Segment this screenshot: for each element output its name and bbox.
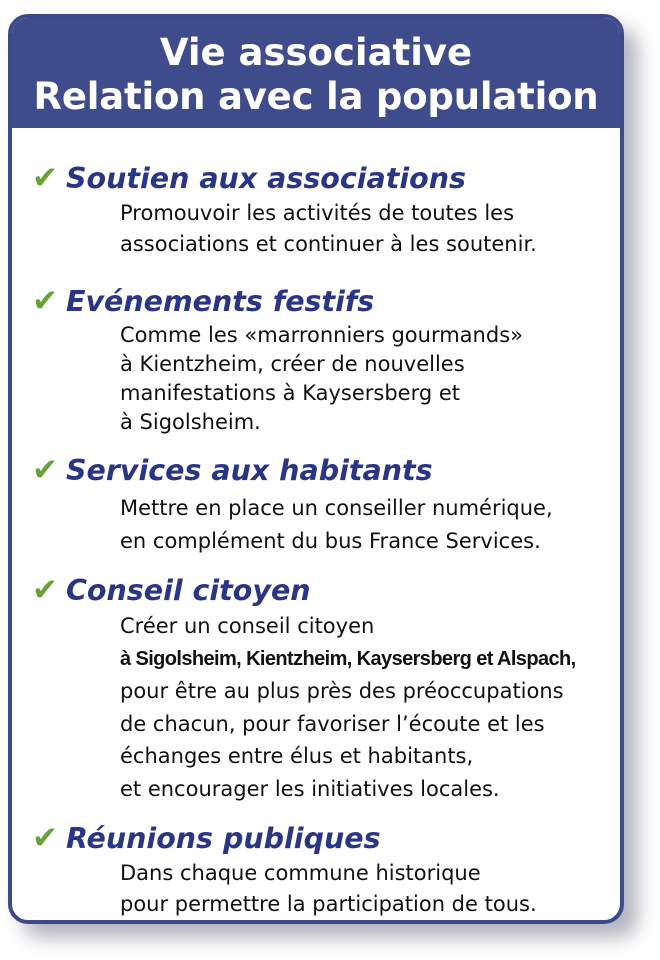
body-line: Comme les «marronniers gourmands» bbox=[120, 323, 523, 347]
body-line: Promouvoir les activités de toutes les bbox=[120, 201, 515, 225]
checkmark-icon: ✔ bbox=[32, 452, 58, 488]
body-line: en complément du bus France Services. bbox=[120, 529, 541, 553]
section-body bbox=[120, 858, 620, 920]
header-title-line-2: Relation avec la population bbox=[33, 75, 599, 118]
body-line: Dans chaque commune historique bbox=[120, 861, 481, 885]
section-heading bbox=[32, 572, 311, 612]
section-title: Evénements festifs bbox=[65, 284, 375, 318]
section-title: Services aux habitants bbox=[65, 453, 433, 487]
body-line: manifestations à Kaysersberg et bbox=[120, 381, 461, 405]
section-title: Conseil citoyen bbox=[65, 573, 311, 607]
body-line: et encourager les initiatives locales. bbox=[120, 776, 500, 801]
info-card bbox=[8, 14, 624, 924]
checkmark-icon: ✔ bbox=[32, 160, 58, 196]
body-line: Créer un conseil citoyen bbox=[120, 614, 375, 638]
body-line: Mettre en place un conseiller numérique, bbox=[120, 496, 553, 520]
checkmark-icon: ✔ bbox=[32, 283, 58, 319]
section-title: Soutien aux associations bbox=[65, 161, 467, 195]
section-heading bbox=[32, 452, 433, 492]
checkmark-icon: ✔ bbox=[32, 820, 58, 856]
section-body bbox=[120, 492, 620, 558]
body-line: pour permettre la participation de tous. bbox=[120, 892, 537, 916]
card-header bbox=[12, 18, 620, 128]
body-line: à Kientzheim, créer de nouvelles bbox=[120, 352, 465, 376]
body-line: pour être au plus près des préoccupations bbox=[120, 679, 564, 703]
section-heading bbox=[32, 160, 466, 200]
section-title: Réunions publiques bbox=[65, 821, 381, 855]
body-line: échanges entre élus et habitants, bbox=[120, 744, 474, 768]
section-body bbox=[120, 198, 620, 260]
section-heading bbox=[32, 820, 381, 860]
body-line: à Sigolsheim. bbox=[120, 410, 261, 434]
body-line-bold: à Sigolsheim, Kientzheim, Kaysersberg et Alspach, bbox=[120, 647, 576, 670]
section-body bbox=[120, 321, 620, 437]
body-line: de chacun, pour favoriser l’écoute et les bbox=[120, 711, 545, 736]
section-body bbox=[120, 610, 620, 805]
section-heading bbox=[32, 283, 374, 323]
header-title-line-1: Vie associative bbox=[159, 31, 473, 74]
body-line: associations et continuer à les soutenir. bbox=[120, 232, 537, 256]
checkmark-icon: ✔ bbox=[32, 572, 58, 608]
